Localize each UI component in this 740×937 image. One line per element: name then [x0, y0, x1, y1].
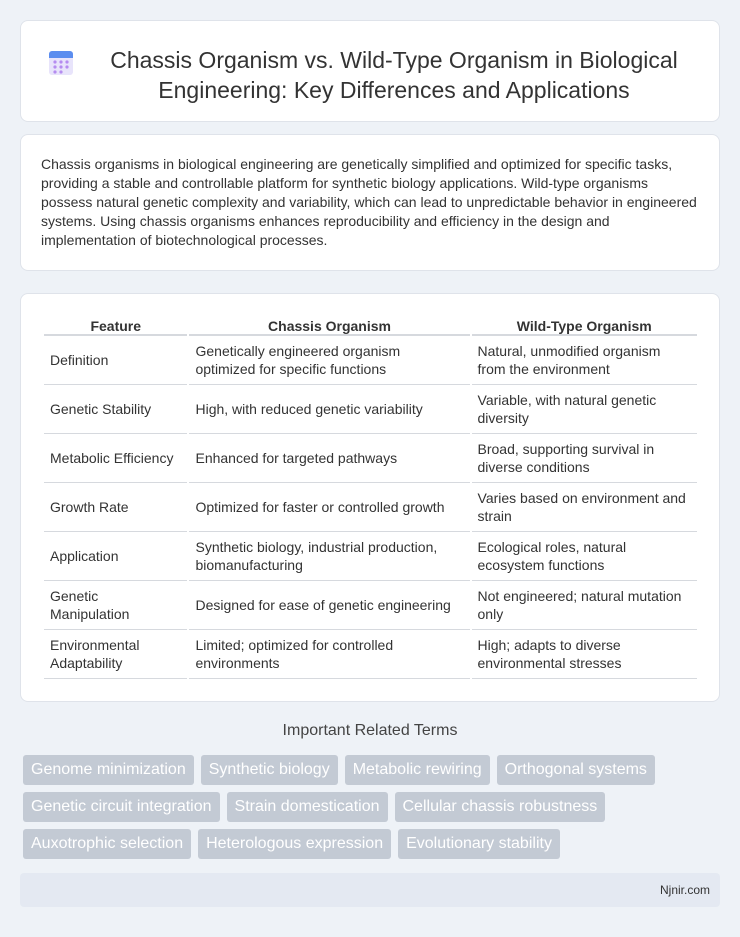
tag-orthogonal-systems[interactable]: Orthogonal systems	[497, 755, 655, 785]
table-row	[44, 434, 697, 483]
wild-type-cell: Natural, unmodified organism from the environment	[472, 336, 697, 385]
footer	[20, 873, 720, 907]
site-name[interactable]: Njnir.com	[659, 883, 710, 897]
table-row	[44, 385, 697, 434]
tag-heterologous-expression[interactable]: Heterologous expression	[198, 829, 391, 859]
header-chassis-organism: Chassis Organism	[189, 315, 469, 336]
wild-type-cell: High; adapts to diverse environmental stresses	[472, 630, 697, 679]
wild-type-cell: Ecological roles, natural ecosystem functions	[472, 532, 697, 581]
feature-cell: Genetic Manipulation	[44, 581, 187, 630]
tag-auxotrophic-selection[interactable]: Auxotrophic selection	[23, 829, 191, 859]
intro-card	[20, 134, 720, 271]
header-feature: Feature	[44, 315, 187, 336]
table-row	[44, 532, 697, 581]
chassis-cell: Limited; optimized for controlled environments	[189, 630, 469, 679]
tag-evolutionary-stability[interactable]: Evolutionary stability	[398, 829, 560, 859]
related-terms-list	[23, 755, 723, 866]
tag-metabolic-rewiring[interactable]: Metabolic rewiring	[345, 755, 490, 785]
chassis-cell: Synthetic biology, industrial production, biomanufacturing	[189, 532, 469, 581]
wild-type-cell: Variable, with natural genetic diversity	[472, 385, 697, 434]
header-wild-type-organism: Wild-Type Organism	[472, 315, 697, 336]
tag-synthetic-biology[interactable]: Synthetic biology	[201, 755, 338, 785]
tag-strain-domestication[interactable]: Strain domestication	[227, 792, 388, 822]
tag-cellular-chassis-robustness[interactable]: Cellular chassis robustness	[395, 792, 606, 822]
tag-genome-minimization[interactable]: Genome minimization	[23, 755, 194, 785]
table-row	[44, 483, 697, 532]
comparison-table-card	[20, 293, 720, 702]
table-row	[44, 581, 697, 630]
feature-cell: Genetic Stability	[44, 385, 187, 434]
tag-genetic-circuit-integration[interactable]: Genetic circuit integration	[23, 792, 220, 822]
chassis-cell: High, with reduced genetic variability	[189, 385, 469, 434]
wild-type-cell: Varies based on environment and strain	[472, 483, 697, 532]
chassis-cell: Designed for ease of genetic engineering	[189, 581, 469, 630]
intro-paragraph: Chassis organisms in biological engineering are genetically simplified and optimized for specific tasks, providing a stable and controllable platform for synthetic biology applications. Wild-type organisms possess natural genetic complexity and variability, which can lead to unpredictable behavior in engineered systems. Using chassis organisms enhances reproducibility and efficiency in the design and implementation of biotechnological processes.	[41, 156, 697, 248]
feature-cell: Environmental Adaptability	[44, 630, 187, 679]
feature-cell: Application	[44, 532, 187, 581]
table-row	[44, 630, 697, 679]
comparison-table	[42, 315, 699, 679]
page-title: Chassis Organism vs. Wild-Type Organism in Biological Engineering: Key Differences and Applications	[110, 47, 678, 103]
related-terms-heading: Important Related Terms	[282, 722, 458, 739]
title-card	[20, 20, 720, 122]
wild-type-cell: Not engineered; natural mutation only	[472, 581, 697, 630]
feature-cell: Growth Rate	[44, 483, 187, 532]
chassis-cell: Genetically engineered organism optimized for specific functions	[189, 336, 469, 385]
table-header-row	[44, 315, 697, 336]
calendar-icon	[46, 48, 76, 78]
feature-cell: Definition	[44, 336, 187, 385]
feature-cell: Metabolic Efficiency	[44, 434, 187, 483]
table-row	[44, 336, 697, 385]
chassis-cell: Enhanced for targeted pathways	[189, 434, 469, 483]
chassis-cell: Optimized for faster or controlled growth	[189, 483, 469, 532]
wild-type-cell: Broad, supporting survival in diverse conditions	[472, 434, 697, 483]
